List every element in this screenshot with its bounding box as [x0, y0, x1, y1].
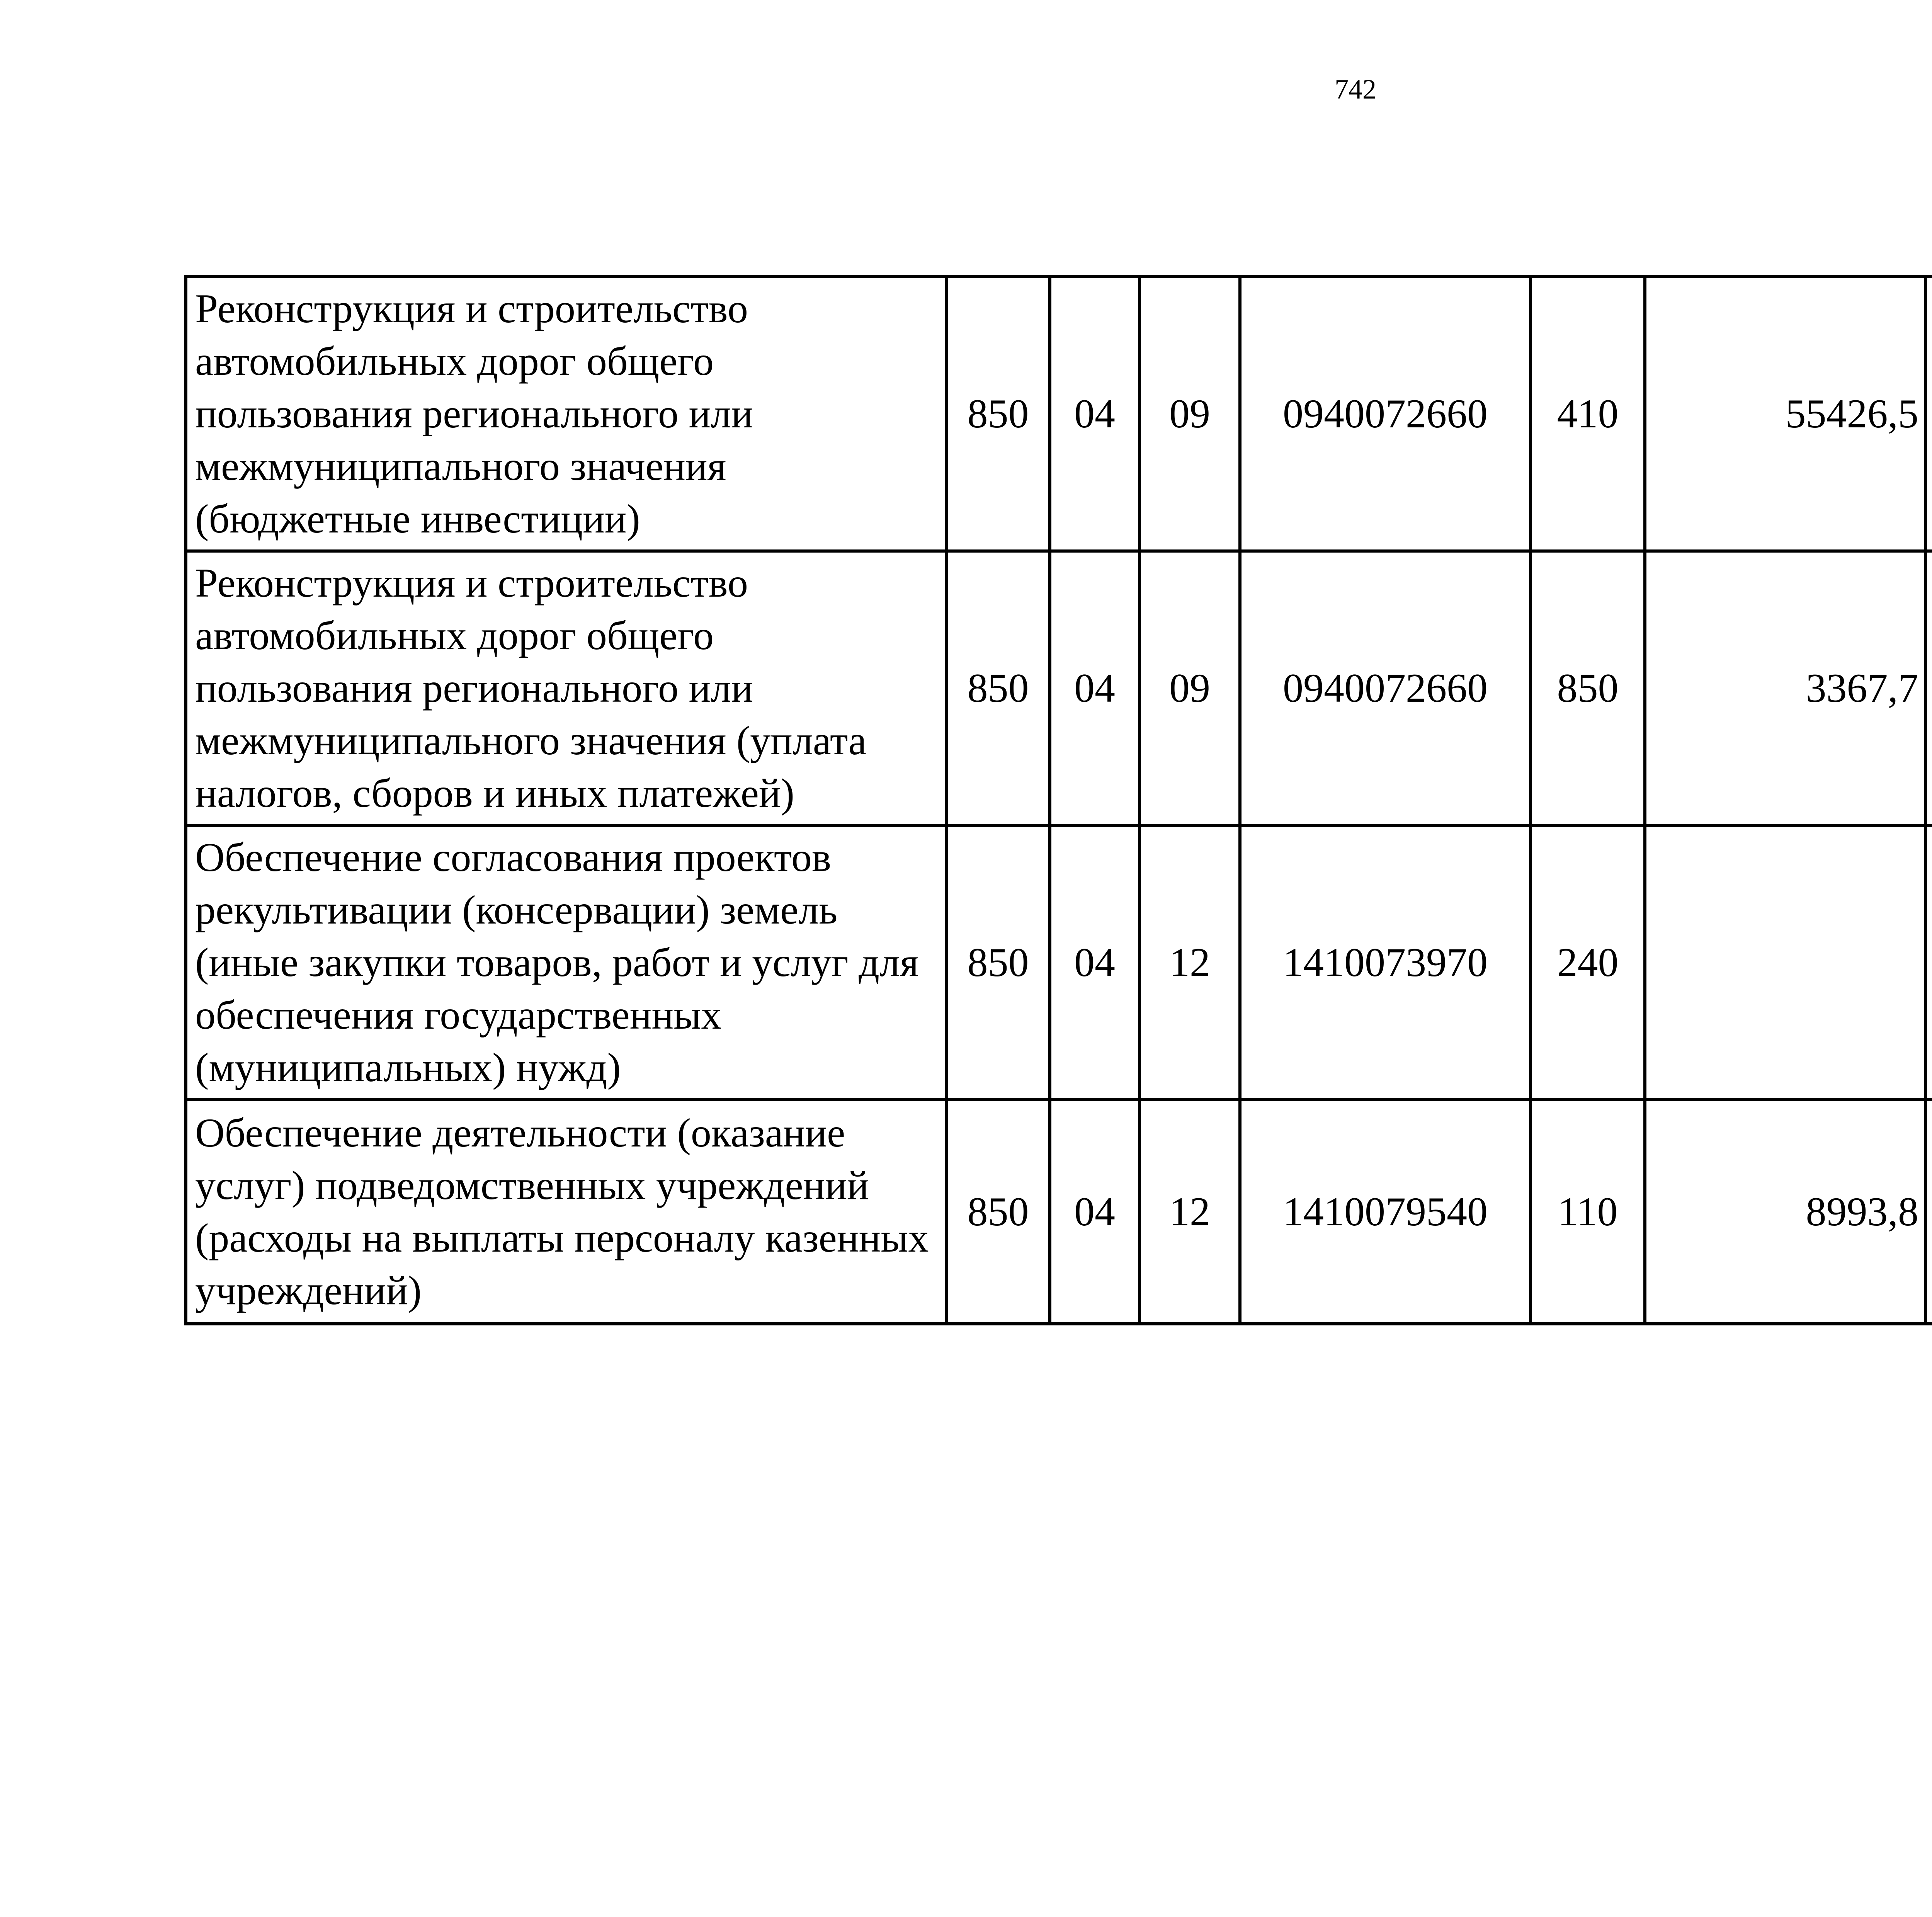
expense-name-cell: Реконструкция и строительство автомобильных дорог общего пользования регионального или межмуниципального значения (уплата налогов, сборов и иных платежей) — [186, 551, 946, 825]
table-row — [186, 277, 1932, 551]
target-article-cell: 0940072660 — [1240, 277, 1531, 551]
subsection-code-cell: 09 — [1139, 277, 1240, 551]
table-row — [186, 825, 1932, 1100]
ministry-code-cell: 850 — [946, 277, 1050, 551]
amount-1-cell: 8993,8 — [1645, 1100, 1925, 1324]
expense-name-cell: Обеспечение согласования проектов рекультивации (консервации) земель (иные закупки товаров, работ и услуг для обеспечения государственных (муниципальных) нужд) — [186, 825, 946, 1100]
amount-2-cell — [1925, 1100, 1932, 1324]
target-article-cell: 1410073970 — [1240, 825, 1531, 1100]
subsection-code-cell: 12 — [1139, 825, 1240, 1100]
ministry-code-cell: 850 — [946, 825, 1050, 1100]
table-row — [186, 1100, 1932, 1324]
ministry-code-cell: 850 — [946, 1100, 1050, 1324]
section-code-cell: 04 — [1050, 1100, 1139, 1324]
expense-type-cell: 850 — [1531, 551, 1645, 825]
page-number: 742 — [1335, 74, 1376, 105]
expense-name-cell: Реконструкция и строительство автомобильных дорог общего пользования регионального или межмуниципального значения (бюджетные инвестиции) — [186, 277, 946, 551]
section-code-cell: 04 — [1050, 277, 1139, 551]
section-code-cell: 04 — [1050, 551, 1139, 825]
expense-name-cell: Обеспечение деятельности (оказание услуг) подведомственных учреждений (расходы на выплаты персоналу казенных учреждений) — [186, 1100, 946, 1324]
subsection-code-cell: 09 — [1139, 551, 1240, 825]
target-article-cell: 1410079540 — [1240, 1100, 1531, 1324]
amount-2-cell — [1925, 551, 1932, 825]
target-article-cell: 0940072660 — [1240, 551, 1531, 825]
amount-1-cell: 3367,7 — [1645, 551, 1925, 825]
section-code-cell: 04 — [1050, 825, 1139, 1100]
expense-type-cell: 110 — [1531, 1100, 1645, 1324]
amount-2-cell — [1925, 825, 1932, 1100]
amount-1-cell — [1645, 825, 1925, 1100]
budget-table — [184, 275, 1932, 1325]
subsection-code-cell: 12 — [1139, 1100, 1240, 1324]
table-row — [186, 551, 1932, 825]
expense-type-cell: 410 — [1531, 277, 1645, 551]
ministry-code-cell: 850 — [946, 551, 1050, 825]
amount-2-cell — [1925, 277, 1932, 551]
expense-type-cell: 240 — [1531, 825, 1645, 1100]
amount-1-cell: 55426,5 — [1645, 277, 1925, 551]
